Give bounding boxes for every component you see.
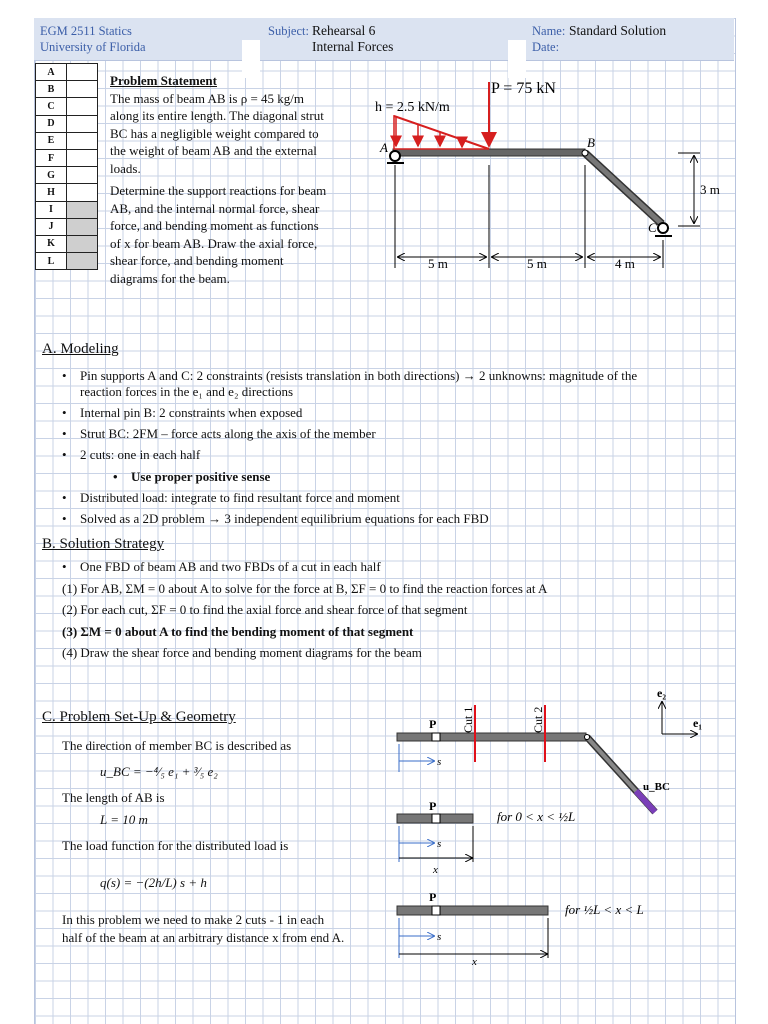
svg-text:x: x xyxy=(433,864,438,876)
problem-line: diagrams for the beam. xyxy=(110,270,230,286)
subject-value-2: Internal Forces xyxy=(312,39,394,54)
section-strategy: B. Solution Strategy xyxy=(42,536,165,552)
grade-row-label: K xyxy=(36,235,67,252)
ubc-label: u_BC xyxy=(643,781,670,793)
label-c: C xyxy=(648,220,657,235)
problem-line: loads. xyxy=(110,160,141,176)
problem-line: BC has a negligible weight compared to xyxy=(110,125,319,141)
subject-label: Subject: xyxy=(268,24,309,38)
school-name: University of Florida xyxy=(40,40,146,54)
name-value: Standard Solution xyxy=(569,23,667,38)
grade-row-label: E xyxy=(36,132,67,149)
p-label-1: P xyxy=(429,717,437,731)
grade-row-label: I xyxy=(36,201,67,218)
setup-text-3: The load function for the distributed load is xyxy=(62,838,289,853)
eq-ubc: u_BC = −⁴⁄₅ e₁ + ³⁄₅ e₂ xyxy=(100,764,218,779)
modeling-item: • Distributed load: integrate to find resultant force and moment xyxy=(80,489,400,506)
modeling-item: • Pin supports A and C: 2 constraints (resists translation in both directions) → 2 unknowns: magnitude of the xyxy=(80,367,637,384)
modeling-item: • Use proper positive sense xyxy=(131,468,270,485)
problem-line: The mass of beam AB is ρ = 45 kg/m xyxy=(110,90,304,106)
setup-text-2: The length of AB is xyxy=(62,790,165,805)
setup-text-1: The direction of member BC is described as xyxy=(62,738,292,753)
grade-row-label: D xyxy=(36,115,67,132)
range-1: for 0 < x < ½L xyxy=(497,809,576,824)
grade-row-label: C xyxy=(36,98,67,115)
strategy-item: (4) Draw the shear force and bending moment diagrams for the beam xyxy=(62,645,422,660)
range-2: for ½L < x < L xyxy=(565,902,644,917)
label-a: A xyxy=(380,140,388,155)
dim-4m: 4 m xyxy=(615,256,635,271)
cut-1-label: Cut 1 xyxy=(461,706,475,733)
ubc-vector xyxy=(636,791,655,812)
dim-5m-2: 5 m xyxy=(527,256,547,271)
strategy-item: (1) For AB, ΣM = 0 about A to solve for the force at B, ΣF = 0 to find the reaction forces at A xyxy=(62,580,548,596)
cut-2-label: Cut 2 xyxy=(531,706,545,733)
problem-line: along its entire length. The diagonal strut xyxy=(110,108,324,123)
grade-row-label: F xyxy=(36,149,67,166)
segment-2-beam xyxy=(397,906,548,915)
svg-text:P: P xyxy=(429,890,437,904)
problem-line: AB, and the internal normal force, shear xyxy=(110,200,320,216)
setup-text-5: half of the beam at an arbitrary distance x from end A. xyxy=(62,930,345,945)
problem-line: shear force, and bending moment xyxy=(110,253,284,268)
section-setup: C. Problem Set-Up & Geometry xyxy=(42,709,236,725)
modeling-item: • Internal pin B: 2 constraints when exposed xyxy=(80,404,302,421)
problem-line: of x for beam AB. Draw the axial force, xyxy=(110,235,318,251)
axis-e2: e₂ xyxy=(657,686,666,700)
svg-text:s: s xyxy=(437,838,442,850)
axis-e1: e₁ xyxy=(693,716,702,730)
modeling-item: • Solved as a 2D problem → 3 independent equilibrium equations for each FBD xyxy=(80,510,489,527)
problem-title: Problem Statement xyxy=(110,73,217,88)
grade-row-label: G xyxy=(36,167,67,184)
modeling-item: • 2 cuts: one in each half xyxy=(80,446,200,463)
setup-text-4: In this problem we need to make 2 cuts - 1 in each xyxy=(62,912,325,927)
section-modeling: A. Modeling xyxy=(42,341,119,357)
grade-row-label: L xyxy=(36,253,67,270)
problem-line: Determine the support reactions for beam xyxy=(110,183,327,198)
label-b: B xyxy=(587,135,595,150)
strategy-item: • One FBD of beam AB and two FBDs of a cut in each half xyxy=(80,558,381,575)
svg-text:s: s xyxy=(437,931,442,943)
grade-row-label: J xyxy=(36,218,67,235)
eq-length: L = 10 m xyxy=(100,812,148,827)
load-p-label: P = 75 kN xyxy=(491,80,556,97)
grade-row-label: A xyxy=(36,64,67,81)
problem-line: force, and bending moment as functions xyxy=(110,218,319,233)
strategy-item: (3) ΣM = 0 about A to find the bending moment of that segment xyxy=(62,623,414,639)
svg-text:P: P xyxy=(429,799,437,813)
grade-row-label: H xyxy=(36,184,67,201)
name-label: Name: xyxy=(532,24,566,38)
dim-3m: 3 m xyxy=(700,182,720,197)
modeling-item: • Strut BC: 2FM – force acts along the axis of the member xyxy=(80,425,376,442)
setup-beam xyxy=(397,733,586,741)
course-name: EGM 2511 Statics xyxy=(40,24,132,38)
subject-value: Rehearsal 6 xyxy=(312,23,376,38)
svg-text:s: s xyxy=(437,756,442,768)
dim-5m-1: 5 m xyxy=(428,256,448,271)
grade-row-label: B xyxy=(36,81,67,98)
problem-line: the weight of beam AB and the external xyxy=(110,143,317,158)
eq-load: q(s) = −(2h/L) s + h xyxy=(100,875,207,890)
svg-text:x: x xyxy=(472,956,477,968)
modeling-item: reaction forces in the e₁ and e₂ directions xyxy=(80,384,294,399)
strategy-item: (2) For each cut, ΣF = 0 to find the axial force and shear force of that segment xyxy=(62,602,468,617)
load-h-label: h = 2.5 kN/m xyxy=(375,100,450,115)
date-label: Date: xyxy=(532,40,560,54)
